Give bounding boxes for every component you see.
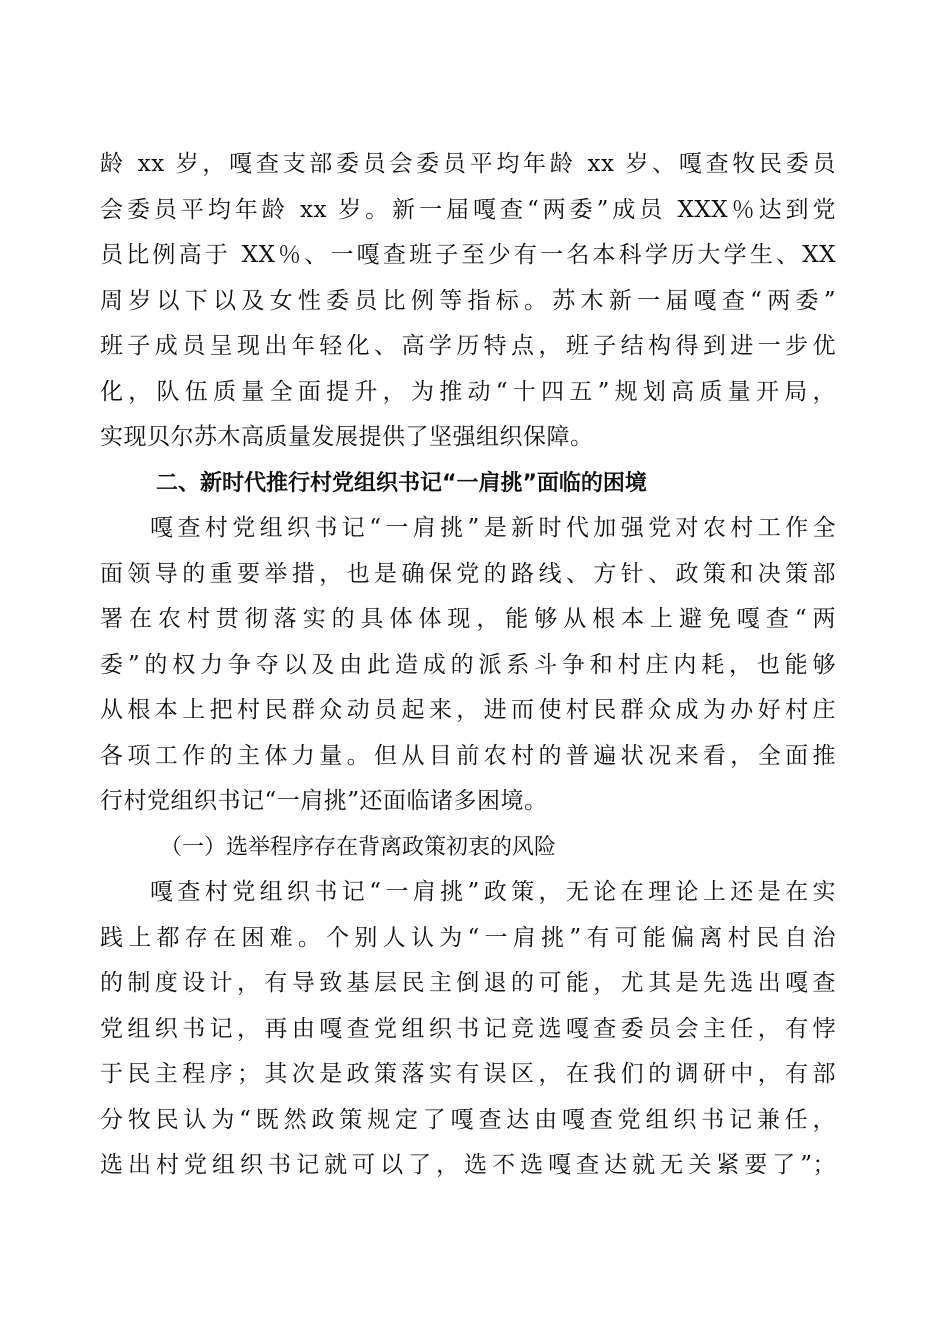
text-line: 的制度设计，有导致基层民主倒退的可能，尤其是先选出嘎查 [100, 970, 836, 996]
text-line: 面领导的重要举措，也是确保党的路线、方针、政策和决策部 [100, 560, 836, 587]
text-line: 嘎查村党组织书记“一肩挑”是新时代加强党对农村工作全 [150, 515, 836, 541]
text-line: 选出村党组织书记就可以了，选不选嘎查达就无关紧要了”； [100, 1152, 836, 1178]
paragraph-3 [100, 870, 836, 1189]
text-line: 各项工作的主体力量。但从目前农村的普遍状况来看，全面推 [100, 742, 836, 769]
text-line: 化，队伍质量全面提升，为推动“十四五”规划高质量开局， [100, 378, 836, 405]
text-line: 践上都存在困难。个别人认为“一肩挑”有可能偏离村民自治 [100, 924, 836, 951]
text-line: 嘎查村党组织书记“一肩挑”政策，无论在理论上还是在实 [150, 879, 836, 905]
text-line: 署在农村贯彻落实的具体体现，能够从根本上避免嘎查“两 [100, 606, 836, 632]
subsection-heading: （一）选举程序存在背离政策初衷的风险 [160, 834, 557, 860]
text-line: 周岁以下以及女性委员比例等指标。苏木新一届嘎查“两委” [100, 287, 836, 314]
text-line: 实现贝尔苏木高质量发展提供了坚强组织保障。 [100, 424, 594, 450]
text-line: 员比例高于 XX％、一嘎查班子至少有一名本科学历大学生、XX [100, 242, 836, 268]
paragraph-1 [100, 142, 836, 461]
text-line: 会委员平均年龄 xx 岁。新一届嘎查“两委”成员 XXX％达到党 [100, 196, 836, 223]
text-line: 委”的权力争夺以及由此造成的派系斗争和村庄内耗，也能够 [100, 651, 836, 678]
text-line: 班子成员呈现出年轻化、高学历特点，班子结构得到进一步优 [100, 333, 836, 359]
text-line: 行村党组织书记“一肩挑”还面临诸多困境。 [100, 788, 548, 814]
text-line: 从根本上把村民群众动员起来，进而使村民群众成为办好村庄 [100, 697, 836, 723]
document-body [100, 142, 836, 1189]
paragraph-2 [100, 506, 836, 825]
text-line: 龄 xx 岁，嘎查支部委员会委员平均年龄 xx 岁、嘎查牧民委员 [100, 151, 836, 177]
text-line: 分牧民认为“既然政策规定了嘎查达由嘎查党组织书记兼任， [100, 1106, 836, 1133]
text-line: 党组织书记，再由嘎查党组织书记竞选嘎查委员会主任，有悖 [100, 1015, 836, 1042]
text-line: 于民主程序；其次是政策落实有误区，在我们的调研中，有部 [100, 1061, 836, 1087]
section-heading: 二、新时代推行村党组织书记“一肩挑”面临的困境 [156, 470, 647, 496]
